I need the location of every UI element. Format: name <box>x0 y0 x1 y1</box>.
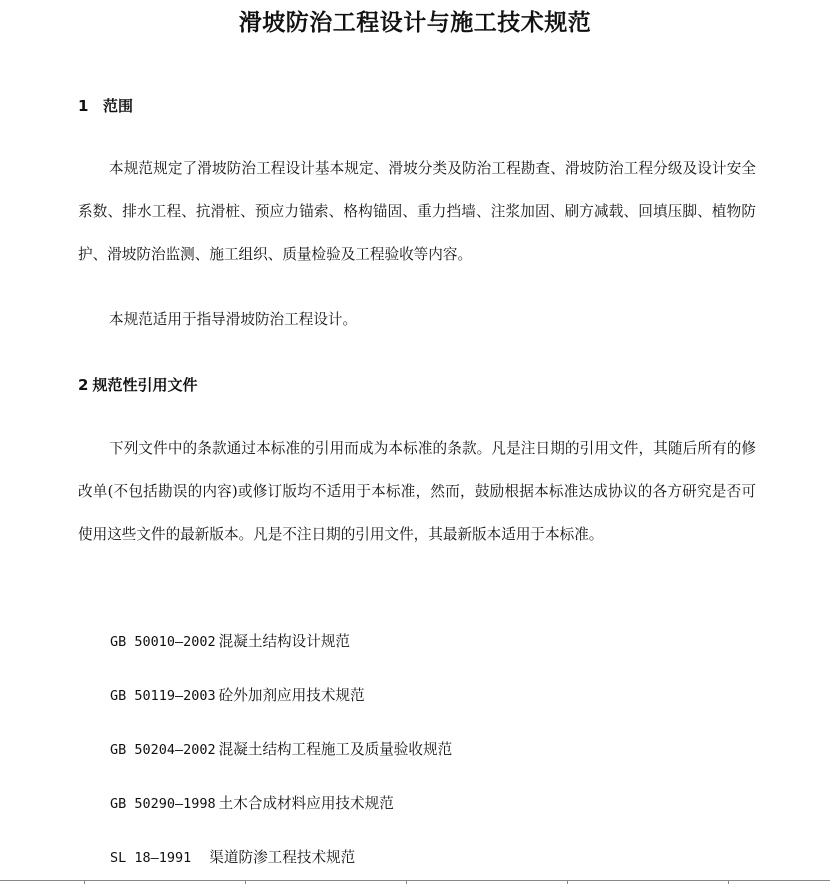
section-1-title: 范围 <box>103 97 134 115</box>
reference-item <box>110 631 350 653</box>
section-1-paragraph-scope: 本规范规定了滑坡防治工程设计基本规定、滑坡分类及防治工程勘查、滑坡防治工程分级及设计安全系数、排水工程、抗滑桩、预应力锚索、格构锚固、重力挡墙、注浆加固、刷方减载、回填压脚、植物防护、滑坡防治监测、施工组织、质量检验及工程验收等内容。 <box>78 160 756 263</box>
section-2-heading <box>78 374 197 396</box>
reference-code: GB 50290—1998 <box>110 796 216 812</box>
reference-code: GB 50119—2003 <box>110 688 216 704</box>
reference-code: GB 50010—2002 <box>110 634 216 650</box>
reference-item <box>110 793 394 815</box>
section-1-paragraph-applicability: 本规范适用于指导滑坡防治工程设计。 <box>109 311 358 328</box>
reference-name: 渠道防渗工程技术规范 <box>209 849 356 866</box>
reference-item <box>110 685 365 707</box>
reference-item <box>110 739 452 761</box>
section-2-paragraph-references: 下列文件中的条款通过本标准的引用而成为本标准的条款。凡是注日期的引用文件，其随后所有的修改单(不包括勘误的内容)或修订版均不适用于本标准，然而，鼓励根据本标准达成协议的各方研究是否可使用这些文件的最新版本。凡是不注日期的引用文件，其最新版本适用于本标准。 <box>78 440 756 543</box>
reference-name: 砼外加剂应用技术规范 <box>218 687 365 704</box>
document-title: 滑坡防治工程设计与施工技术规范 <box>238 10 592 36</box>
reference-item <box>110 847 355 869</box>
section-2-number: 2 <box>78 376 89 394</box>
section-2-title: 规范性引用文件 <box>92 376 198 394</box>
section-1-number: 1 <box>78 97 89 115</box>
reference-code: GB 50204—2002 <box>110 742 216 758</box>
reference-name: 混凝土结构工程施工及质量验收规范 <box>218 741 453 758</box>
reference-name: 混凝土结构设计规范 <box>218 633 351 650</box>
reference-code: SL 18—1991 <box>110 850 192 866</box>
page-bottom-rule <box>0 880 830 881</box>
section-1-heading <box>78 95 133 117</box>
reference-name: 土木合成材料应用技术规范 <box>218 795 394 812</box>
